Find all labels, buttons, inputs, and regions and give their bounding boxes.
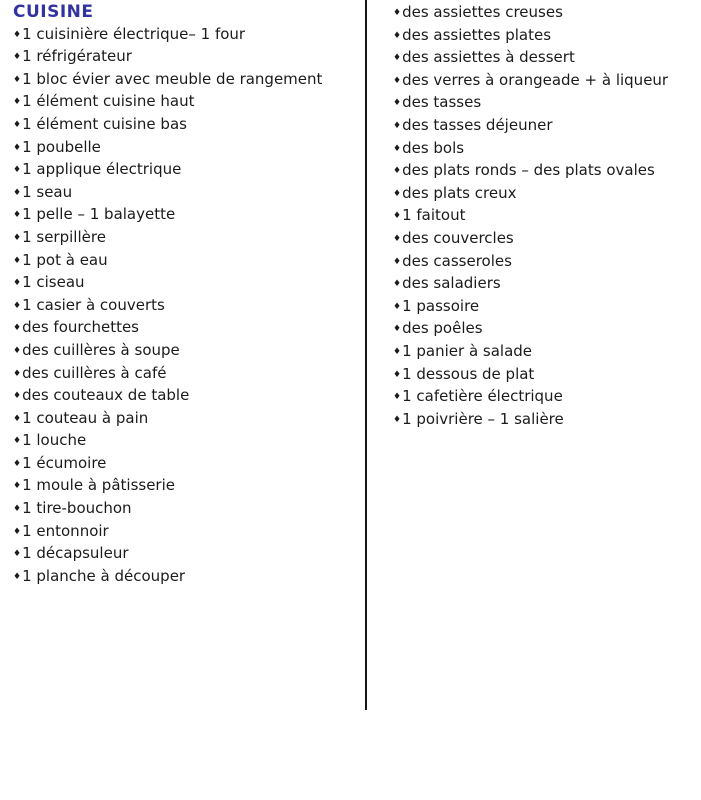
list-item — [13, 227, 358, 250]
item-text: 1 casier à couverts — [22, 295, 165, 314]
bullet-icon: ♦ — [393, 98, 402, 109]
bullet-icon: ♦ — [13, 458, 22, 469]
list-item — [393, 47, 693, 70]
list-item — [393, 228, 693, 251]
item-text: des assiettes creuses — [402, 3, 563, 21]
list-item — [393, 70, 693, 93]
list-item — [393, 386, 693, 409]
list-item — [13, 69, 358, 92]
bullet-icon: ♦ — [13, 436, 22, 447]
item-text: 1 écumoire — [22, 453, 107, 472]
list-item — [13, 498, 358, 521]
list-item — [393, 138, 693, 161]
column-divider-line — [365, 0, 367, 710]
bullet-icon: ♦ — [393, 120, 402, 131]
item-text: des plats ronds – des plats ovales — [402, 161, 655, 180]
list-item — [13, 340, 358, 363]
item-text: 1 serpillère — [22, 227, 106, 246]
list-item — [393, 205, 693, 228]
item-text: 1 dessous de plat — [402, 364, 535, 383]
item-text: 1 couteau à pain — [22, 408, 149, 427]
bullet-icon: ♦ — [393, 324, 402, 335]
bullet-icon: ♦ — [13, 526, 22, 537]
item-text: 1 faitout — [402, 206, 466, 225]
list-item — [393, 409, 693, 432]
bullet-icon: ♦ — [13, 413, 22, 424]
item-text: 1 décapsuleur — [22, 544, 129, 563]
list-item — [393, 341, 693, 364]
left-column — [13, 2, 358, 588]
bullet-icon: ♦ — [13, 210, 22, 221]
item-text: des casseroles — [402, 251, 512, 270]
bullet-icon: ♦ — [13, 323, 22, 334]
bullet-icon: ♦ — [393, 256, 402, 267]
item-text: 1 cafetière électrique — [402, 387, 563, 406]
item-text: des bols — [402, 138, 465, 157]
item-text: 1 pelle – 1 balayette — [22, 205, 176, 224]
bullet-icon: ♦ — [393, 166, 402, 177]
bullet-icon: ♦ — [393, 279, 402, 290]
list-item — [393, 364, 693, 387]
list-item — [13, 385, 358, 408]
item-text: 1 cuisinière électrique– 1 four — [22, 24, 246, 43]
item-text: des verres à orangeade + à liqueur — [402, 70, 669, 89]
list-item — [393, 115, 693, 138]
item-text: 1 planche à découper — [22, 566, 186, 585]
bullet-icon: ♦ — [13, 97, 22, 108]
list-item — [393, 183, 693, 206]
bullet-icon: ♦ — [13, 187, 22, 198]
list-item — [13, 453, 358, 476]
item-text: 1 bloc évier avec meuble de rangement — [22, 69, 323, 88]
item-text: 1 ciseau — [22, 273, 85, 292]
item-text: 1 élément cuisine bas — [22, 114, 187, 133]
bullet-icon: ♦ — [393, 233, 402, 244]
list-item — [13, 91, 358, 114]
item-text: des tasses déjeuner — [402, 115, 553, 134]
bullet-icon: ♦ — [13, 345, 22, 356]
section-heading-cuisine: CUISINE — [13, 2, 94, 22]
list-item — [13, 182, 358, 205]
list-item — [13, 566, 358, 589]
bullet-icon: ♦ — [393, 143, 402, 154]
item-text: 1 réfrigérateur — [22, 47, 132, 66]
list-item — [393, 25, 693, 48]
list-item — [13, 408, 358, 431]
bullet-icon: ♦ — [13, 165, 22, 176]
list-item — [13, 272, 358, 295]
kitchen-equipment-list-right — [393, 2, 693, 431]
list-item — [13, 159, 358, 182]
item-text: des poêles — [402, 319, 483, 338]
list-item — [393, 296, 693, 319]
bullet-icon: ♦ — [393, 211, 402, 222]
list-item — [13, 250, 358, 273]
list-item — [393, 2, 693, 25]
item-text: des saladiers — [402, 274, 501, 293]
bullet-icon: ♦ — [13, 504, 22, 515]
bullet-icon: ♦ — [13, 255, 22, 266]
item-text: 1 moule à pâtisserie — [22, 476, 175, 495]
list-item — [13, 521, 358, 544]
item-text: 1 passoire — [402, 296, 480, 315]
list-item — [393, 251, 693, 274]
list-item — [13, 137, 358, 160]
bullet-icon: ♦ — [13, 300, 22, 311]
item-text: 1 poivrière – 1 salière — [402, 409, 564, 428]
item-text: 1 élément cuisine haut — [22, 92, 195, 111]
bullet-icon: ♦ — [393, 8, 402, 18]
list-item — [13, 317, 358, 340]
item-text: des tasses — [402, 93, 482, 112]
item-text: des couteaux de table — [22, 386, 190, 405]
item-text: 1 seau — [22, 182, 73, 201]
item-text: 1 tire-bouchon — [22, 499, 132, 518]
kitchen-equipment-list-left — [13, 24, 358, 589]
bullet-icon: ♦ — [13, 232, 22, 243]
bullet-icon: ♦ — [13, 29, 22, 40]
bullet-icon: ♦ — [13, 142, 22, 153]
bullet-icon: ♦ — [393, 414, 402, 425]
list-item — [13, 46, 358, 69]
item-text: des cuillères à soupe — [22, 340, 180, 359]
item-text: 1 pot à eau — [22, 250, 108, 269]
list-item — [13, 24, 358, 47]
item-text: 1 entonnoir — [22, 521, 109, 540]
item-text: des plats creux — [402, 183, 517, 202]
bullet-icon: ♦ — [13, 549, 22, 560]
list-item — [13, 363, 358, 386]
item-text: des cuillères à café — [22, 363, 167, 382]
bullet-icon: ♦ — [393, 75, 402, 86]
list-item — [13, 295, 358, 318]
bullet-icon: ♦ — [393, 53, 402, 64]
item-text: 1 panier à salade — [402, 341, 533, 360]
item-text: des assiettes à dessert — [402, 48, 575, 67]
bullet-icon: ♦ — [393, 188, 402, 199]
bullet-icon: ♦ — [13, 391, 22, 402]
bullet-icon: ♦ — [13, 571, 22, 582]
right-column — [393, 2, 693, 431]
bullet-icon: ♦ — [393, 346, 402, 357]
bullet-icon: ♦ — [13, 52, 22, 63]
list-item — [13, 430, 358, 453]
item-text: des couvercles — [402, 228, 514, 247]
bullet-icon: ♦ — [13, 368, 22, 379]
bullet-icon: ♦ — [393, 30, 402, 41]
bullet-icon: ♦ — [393, 369, 402, 380]
item-text: 1 poubelle — [22, 137, 101, 156]
bullet-icon: ♦ — [393, 301, 402, 312]
bullet-icon: ♦ — [13, 74, 22, 85]
list-item — [393, 92, 693, 115]
list-item — [393, 160, 693, 183]
item-text: 1 applique électrique — [22, 160, 182, 179]
item-text: 1 louche — [22, 431, 87, 450]
list-item — [13, 114, 358, 137]
list-item — [13, 543, 358, 566]
item-text: des fourchettes — [22, 318, 140, 337]
list-item — [393, 318, 693, 341]
list-item — [393, 273, 693, 296]
list-item — [13, 475, 358, 498]
bullet-icon: ♦ — [393, 392, 402, 403]
list-item — [13, 204, 358, 227]
bullet-icon: ♦ — [13, 278, 22, 289]
item-text: des assiettes plates — [402, 25, 552, 44]
bullet-icon: ♦ — [13, 119, 22, 130]
bullet-icon: ♦ — [13, 481, 22, 492]
